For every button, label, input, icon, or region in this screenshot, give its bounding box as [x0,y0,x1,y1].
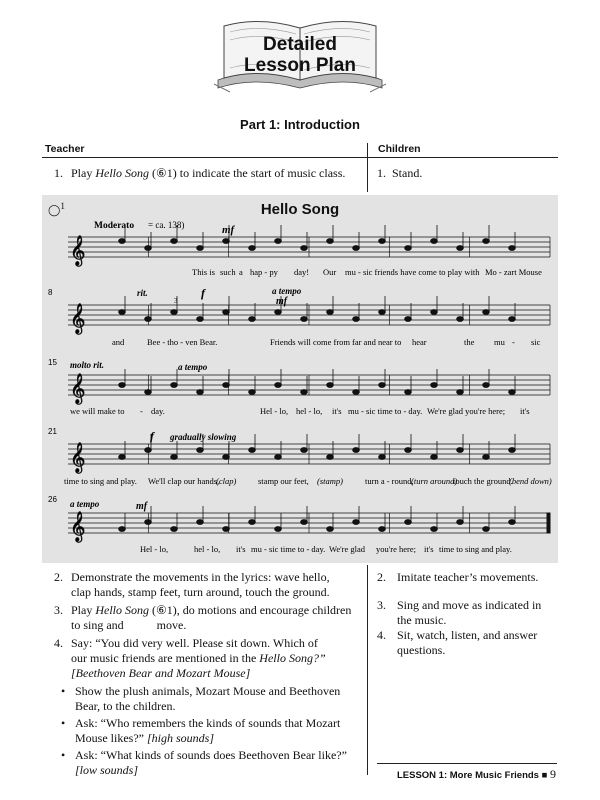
footer-square-icon: ■ [541,770,548,781]
notehead [249,520,256,525]
notehead [509,317,516,322]
notehead [509,390,516,395]
tempo-marking: Moderato [94,221,135,231]
notehead [249,390,256,395]
lyric: Friends will come from [270,337,351,347]
notehead [275,310,282,315]
footer-rule [377,763,557,764]
notehead [457,448,464,453]
lyric: hap - py [250,267,278,277]
notehead [353,448,360,453]
notehead [275,383,282,388]
notehead [327,239,334,244]
lyric: it's [332,406,342,416]
lyric-action: (clap) [216,476,237,486]
lyric: hel - lo, [194,544,221,554]
notehead [171,239,178,244]
notehead [327,455,334,460]
notehead [197,390,204,395]
lyric: - [512,337,515,347]
treble-clef-icon: 𝄞 [70,236,86,266]
notehead [171,383,178,388]
notehead [223,239,230,244]
notehead [275,239,282,244]
lyric: it's [236,544,246,554]
notehead [327,527,334,532]
notehead [301,520,308,525]
triplet-mark: 3 [174,297,178,305]
notehead [275,527,282,532]
lyric: Bee - tho - ven Bear. [147,337,218,347]
notehead [119,239,126,244]
treble-clef-icon: 𝄞 [70,304,86,334]
notehead [405,448,412,453]
lyric: This is [192,267,215,277]
lyric: Mo - zart Mouse [485,267,542,277]
notehead [171,527,178,532]
column-divider-bottom [367,565,368,775]
footer-lesson: LESSON 1: More Music Friends [396,770,539,781]
treble-clef-icon: 𝄞 [70,512,86,542]
notehead [353,246,360,251]
lyric: time to sing and play. [64,476,137,486]
rit-marking: rit. [137,288,148,298]
notehead [171,455,178,460]
header-divider [42,157,558,158]
teacher-column-header: Teacher [45,143,85,155]
lyric: hear [412,337,427,347]
notehead [457,390,464,395]
measure-number-15: 15 [48,358,57,367]
notehead [353,317,360,322]
notehead [405,520,412,525]
notehead [145,390,152,395]
tempo-metronome: = ca. 138) [148,220,185,230]
banner-title: Detailed Lesson Plan [244,34,356,76]
lyric: day. [151,406,165,416]
lyric: a [239,267,243,277]
lyric-action: (turn around) [411,476,458,486]
notehead [379,310,386,315]
notehead [431,383,438,388]
lyric: touch the ground. [453,476,513,486]
notehead [483,383,490,388]
lyric: day! [294,267,310,277]
dynamic-mf-3: mf [136,501,148,512]
lyric: mu - sic friends have come to play with [345,267,480,277]
final-barline [547,513,550,533]
notehead [145,317,152,322]
a-tempo-2: a tempo [178,362,208,372]
notehead [145,520,152,525]
lyric: you're here; [376,544,416,554]
treble-clef-icon: 𝄞 [70,374,86,404]
lyric: time to sing and play. [439,544,512,554]
notehead [301,317,308,322]
notehead [431,527,438,532]
cd-track-icon: ◯$^1$ [48,201,65,217]
notehead [249,448,256,453]
dynamic-mf: mf [222,224,235,236]
footer [397,767,556,782]
notehead [405,390,412,395]
notehead [223,383,230,388]
notehead [379,527,386,532]
notehead [275,455,282,460]
children-column-header: Children [378,143,421,155]
notehead [197,520,204,525]
notehead [483,455,490,460]
notehead [431,239,438,244]
lyric: we will make to [70,406,125,416]
child-step-2: 2. Imitate teacher’s movements. [377,570,539,584]
lyric: and [112,337,125,347]
notehead [171,310,178,315]
notehead [301,390,308,395]
molto-rit-marking: molto rit. [70,360,105,370]
sheet-music-panel [42,195,558,563]
notehead [223,310,230,315]
lyric: it's [424,544,434,554]
lyric: - [140,406,143,416]
lyric: mu - sic time to - day. [251,544,326,554]
notehead [509,448,516,453]
notehead [197,448,204,453]
notehead [431,310,438,315]
notehead [119,527,126,532]
lyric: it's [520,406,530,416]
notehead [379,239,386,244]
notehead [405,246,412,251]
notehead [457,317,464,322]
measure-number-8: 8 [48,288,53,297]
gradually-slowing: gradually slowing [170,432,237,442]
lyric: hel - lo, [296,406,323,416]
notehead [145,448,152,453]
dynamic-f-2: f [150,429,154,443]
lyric: far and near to [352,337,402,347]
notehead [249,246,256,251]
treble-clef-icon: 𝄞 [70,443,86,473]
notehead [457,246,464,251]
lyric: turn a - round, [365,476,414,486]
notehead [431,455,438,460]
notehead [483,310,490,315]
lyric: mu - sic time to - day. [348,406,423,416]
notehead [483,239,490,244]
notehead [145,246,152,251]
measure-number-21: 21 [48,427,57,436]
notehead [119,383,126,388]
lyric: sic [531,337,541,347]
notehead [249,317,256,322]
song-title: Hello Song [260,201,340,218]
notehead [379,383,386,388]
notehead [509,246,516,251]
notehead [119,455,126,460]
music-staff-svg [42,195,558,563]
song-title-ref: Hello Song [95,166,150,180]
notehead [327,310,334,315]
lyric: Our [323,267,337,277]
lyric-action: (stamp) [317,476,343,486]
dynamic-f: f [201,286,205,300]
part-title: Part 1: Introduction [240,117,360,132]
child-step-3: 3. Sing and move as indicated in the music. [377,598,542,627]
notehead [223,455,230,460]
notehead [509,520,516,525]
column-divider-top [367,143,368,192]
notehead [197,246,204,251]
lyric: stamp our feet, [258,476,309,486]
notehead [119,310,126,315]
lyric: Hel - lo, [140,544,169,554]
notehead [223,527,230,532]
lyric: mu [494,337,505,347]
lyric: We'll clap our hands, [148,476,220,486]
lyric: We're glad [329,544,366,554]
a-tempo-3: a tempo [70,499,100,509]
notehead [197,317,204,322]
notehead [379,455,386,460]
notehead [353,390,360,395]
dynamic-mf-2: mf [276,296,288,307]
page-number: 9 [550,767,556,781]
cd-icon: (⑥1) [152,166,177,180]
notehead [327,383,334,388]
notehead [353,520,360,525]
child-step-1: 1. Stand. [377,166,423,180]
notehead [301,448,308,453]
notehead [483,527,490,532]
child-step-4: 4. Sit, watch, listen, and answer questions. [377,628,538,657]
a-tempo-1: a tempo [272,286,302,296]
measure-number-26: 26 [48,495,57,504]
lyric: the [464,337,475,347]
lyric-action: (bend down) [509,476,552,486]
notehead [457,520,464,525]
notehead [301,246,308,251]
notehead [405,317,412,322]
lyric: such [220,267,236,277]
lyric: We're glad you're here; [427,406,506,416]
lyric: Hel - lo, [260,406,289,416]
